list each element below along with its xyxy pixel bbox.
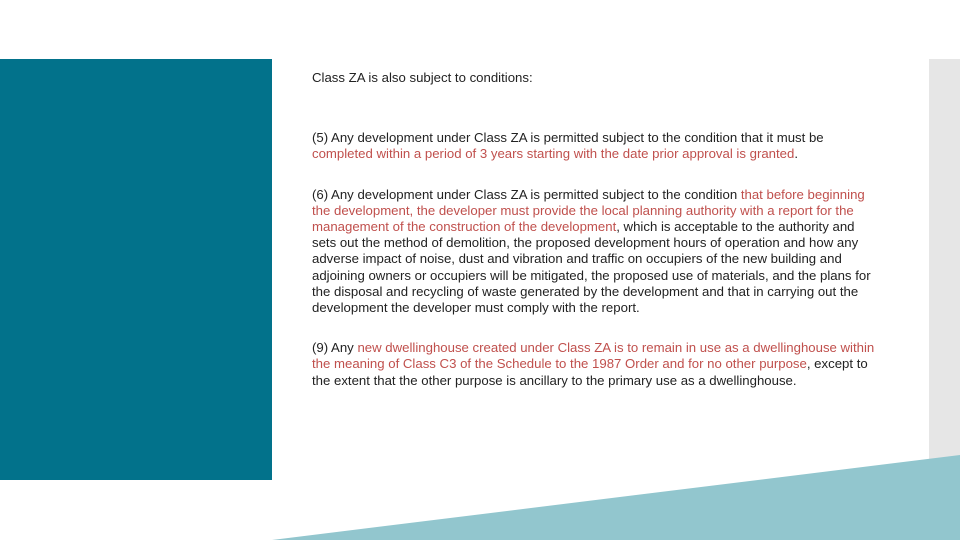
- text-segment: (5) Any development under Class ZA is permitted subject to the condition that it must be: [312, 130, 824, 146]
- highlighted-text: that before beginning the development, the developer must provide the local planning authority with a report for the management of the construction of the development: [312, 186, 865, 235]
- text-segment: (6) Any development under Class ZA is permitted subject to the condition: [312, 186, 741, 202]
- condition-paragraph-6: [312, 187, 877, 317]
- intro-text: Class ZA is also subject to conditions:: [312, 70, 533, 85]
- text-segment: .: [794, 146, 799, 162]
- text-segment: , which is acceptable to the authority and sets out the method of demolition, the proposed development hours of operation and how any adverse impact of noise, dust and vibration and traffic on occupiers of the new building and adjoining owners or occupiers will be mitigated, the proposed use of materials, and the plans for the disposal and recycling of waste generated by the development and that in carrying out the development the developer must comply with the report.: [312, 219, 871, 316]
- text-segment: (9) Any: [312, 340, 358, 356]
- highlighted-text: completed within a period of 3 years starting with the date prior approval is granted: [312, 146, 795, 162]
- condition-paragraph-9: [312, 340, 877, 389]
- highlighted-text: new dwellinghouse created under Class ZA is to remain in use as a dwellinghouse within the meaning of Class C3 of the Schedule to the 1987 Order and for no other purpose: [312, 340, 875, 372]
- text-segment: , except to the extent that the other purpose is ancillary to the primary use as a dwellinghouse.: [312, 356, 868, 388]
- slide-body: [312, 70, 877, 413]
- condition-paragraph-5: [312, 130, 877, 162]
